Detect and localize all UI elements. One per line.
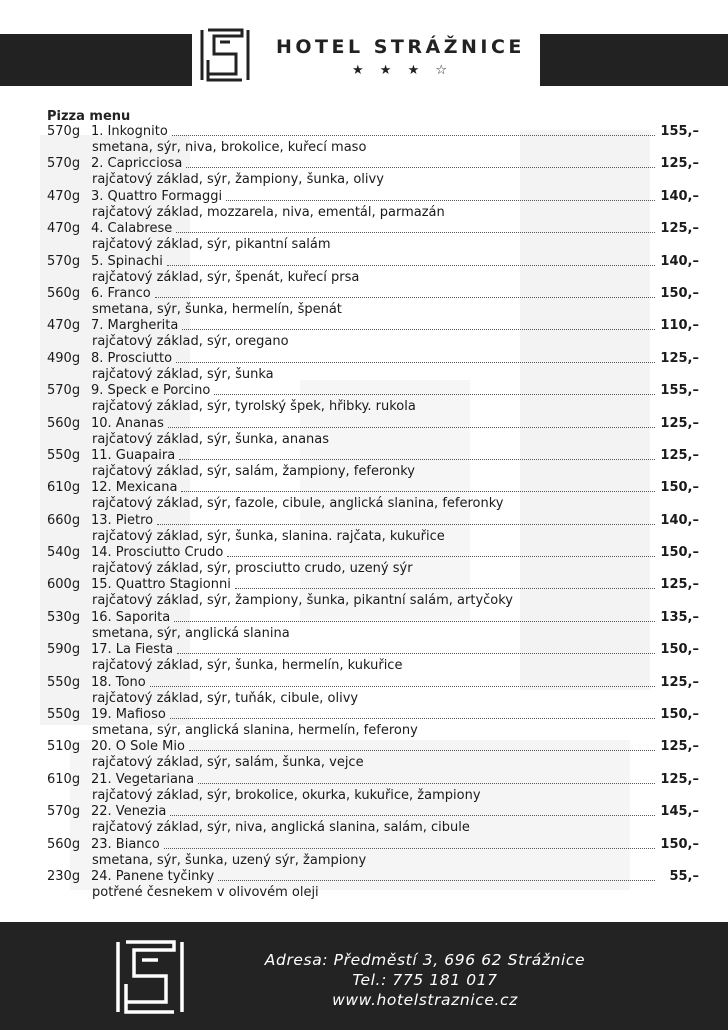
menu-item-weight: 230g xyxy=(47,868,81,884)
menu-item xyxy=(47,545,699,577)
footer-phone: Tel.: 775 181 017 xyxy=(352,971,498,989)
menu-item xyxy=(47,254,699,286)
menu-item-name: 15. Quattro Stagionni xyxy=(91,577,231,593)
menu-item-name: 18. Tono xyxy=(91,674,146,690)
menu-item-price: 125,– xyxy=(660,415,699,431)
menu-item xyxy=(47,577,699,609)
dot-leader xyxy=(155,286,655,298)
menu-item xyxy=(47,804,699,836)
dot-leader xyxy=(177,642,655,654)
menu-item-name: 6. Franco xyxy=(91,285,151,301)
dot-leader xyxy=(168,416,655,428)
menu-item-row xyxy=(47,513,699,529)
menu-item-name: 5. Spinachi xyxy=(91,253,163,269)
menu-item-row xyxy=(47,545,699,561)
menu-item xyxy=(47,675,699,707)
hotel-name: HOTEL STRÁŽNICE xyxy=(276,36,525,58)
menu-item-price: 150,– xyxy=(660,480,699,496)
menu-item-name: 1. Inkognito xyxy=(91,124,168,139)
footer-contact xyxy=(230,950,620,1010)
menu-item-weight: 590g xyxy=(47,642,81,658)
footer-website: www.hotelstraznice.cz xyxy=(332,991,518,1009)
menu-item-name: 2. Capricciosa xyxy=(91,156,183,172)
menu-item xyxy=(47,739,699,771)
menu-item-description: rajčatový základ, sýr, šunka, ananas xyxy=(92,431,330,447)
menu-item-row xyxy=(47,156,699,172)
menu-item-row xyxy=(47,804,699,820)
menu-item xyxy=(47,124,699,156)
menu-item-description: rajčatový základ, sýr, brokolice, okurka, kukuřice, žampiony xyxy=(92,787,481,803)
dot-leader xyxy=(164,837,655,849)
dot-leader xyxy=(186,156,655,168)
menu-item-row xyxy=(47,707,699,723)
menu-item xyxy=(47,772,699,804)
menu-item xyxy=(47,189,699,221)
menu-item-weight: 470g xyxy=(47,318,81,334)
menu-item-name: 24. Panene tyčinky xyxy=(91,868,215,884)
menu-item-row xyxy=(47,383,699,399)
menu-item-row xyxy=(47,189,699,205)
menu-item-weight: 570g xyxy=(47,156,81,172)
menu-item-name: 11. Guapaira xyxy=(91,447,176,463)
menu-item-price: 150,– xyxy=(660,836,699,852)
menu-item xyxy=(47,642,699,674)
menu-item-description: rajčatový základ, sýr, tyrolský špek, hřibky. rukola xyxy=(92,399,416,415)
menu-item-description: rajčatový základ, sýr, šunka, slanina. rajčata, kukuřice xyxy=(92,528,445,544)
menu-item-weight: 600g xyxy=(47,577,81,593)
dot-leader xyxy=(189,739,655,751)
menu-item-name: 7. Margherita xyxy=(91,318,179,334)
dot-leader xyxy=(170,804,655,816)
menu-item xyxy=(47,707,699,739)
menu-item-description: rajčatový základ, sýr, šunka, hermelín, kukuřice xyxy=(92,658,403,674)
menu-item-price: 125,– xyxy=(660,739,699,755)
menu-item-row xyxy=(47,642,699,658)
menu-item-name: 4. Calabrese xyxy=(91,221,173,237)
dot-leader xyxy=(227,545,655,557)
menu-item-row xyxy=(47,837,699,853)
menu-item xyxy=(47,156,699,188)
dot-leader xyxy=(157,513,655,525)
menu-item-price: 125,– xyxy=(660,447,699,463)
menu-item xyxy=(47,869,699,901)
menu-item-description: smetana, sýr, šunka, uzený sýr, žampiony xyxy=(92,852,367,868)
hotel-logo-icon xyxy=(110,938,190,1016)
menu-item-weight: 510g xyxy=(47,739,81,755)
menu-item-description: rajčatový základ, sýr, pikantní salám xyxy=(92,237,331,253)
menu-item xyxy=(47,416,699,448)
menu-item-name: 17. La Fiesta xyxy=(91,642,174,658)
dot-leader xyxy=(198,772,655,784)
menu-item-name: 23. Bianco xyxy=(91,836,160,852)
footer xyxy=(0,922,728,1030)
dot-leader xyxy=(182,318,655,330)
dot-leader xyxy=(181,480,655,492)
menu-item xyxy=(47,286,699,318)
menu-item-weight: 660g xyxy=(47,512,81,528)
menu-item-row xyxy=(47,675,699,691)
menu-item-name: 10. Ananas xyxy=(91,415,164,431)
menu-item-weight: 610g xyxy=(47,480,81,496)
menu-item-price: 125,– xyxy=(660,156,699,172)
dot-leader xyxy=(218,869,655,881)
menu-item-description: smetana, sýr, anglická slanina xyxy=(92,625,290,641)
menu-item-weight: 550g xyxy=(47,707,81,723)
menu-item-weight: 560g xyxy=(47,415,81,431)
dot-leader xyxy=(176,221,655,233)
menu-item-description: smetana, sýr, niva, brokolice, kuřecí maso xyxy=(92,140,367,155)
menu-item-row xyxy=(47,221,699,237)
menu-item-row xyxy=(47,577,699,593)
menu-item-name: 16. Saporita xyxy=(91,609,171,625)
menu-item xyxy=(47,837,699,869)
menu-item-price: 55,– xyxy=(669,868,699,884)
menu-item xyxy=(47,610,699,642)
menu-item-description: rajčatový základ, sýr, žampiony, šunka, pikantní salám, artyčoky xyxy=(92,593,514,609)
menu-item-price: 140,– xyxy=(660,188,699,204)
menu-item-name: 9. Speck e Porcino xyxy=(91,383,211,399)
menu-item-description: smetana, sýr, šunka, hermelín, špenát xyxy=(92,301,342,317)
menu-items xyxy=(47,124,699,901)
footer-address: Adresa: Předměstí 3, 696 62 Strážnice xyxy=(264,951,586,969)
menu-item-row xyxy=(47,480,699,496)
menu-item-row xyxy=(47,318,699,334)
menu-item-price: 125,– xyxy=(660,674,699,690)
menu-item-name: 13. Pietro xyxy=(91,512,154,528)
menu-item-name: 3. Quattro Formaggi xyxy=(91,188,223,204)
menu-item xyxy=(47,221,699,253)
menu-item xyxy=(47,383,699,415)
dot-leader xyxy=(170,707,655,719)
menu-item-name: 12. Mexicana xyxy=(91,480,178,496)
menu-item-price: 125,– xyxy=(660,771,699,787)
menu-item-description: potřené česnekem v olivovém oleji xyxy=(92,884,319,900)
menu-item-price: 155,– xyxy=(660,124,699,139)
menu-item-row xyxy=(47,772,699,788)
menu-item-weight: 610g xyxy=(47,771,81,787)
menu-item-description: rajčatový základ, sýr, žampiony, šunka, olivy xyxy=(92,172,384,188)
menu-item-row xyxy=(47,254,699,270)
menu-item-row xyxy=(47,416,699,432)
dot-leader xyxy=(150,675,655,687)
menu-item-price: 125,– xyxy=(660,350,699,366)
menu-item-row xyxy=(47,448,699,464)
dot-leader xyxy=(235,577,655,589)
menu-item-price: 135,– xyxy=(660,609,699,625)
menu-item-row xyxy=(47,739,699,755)
menu-item-price: 155,– xyxy=(660,383,699,399)
menu-item-weight: 550g xyxy=(47,447,81,463)
menu-item-description: rajčatový základ, sýr, niva, anglická slanina, salám, cibule xyxy=(92,820,470,836)
menu-item-description: smetana, sýr, anglická slanina, hermelín, feferony xyxy=(92,723,418,739)
menu-item-name: 20. O Sole Mio xyxy=(91,739,185,755)
menu-item-row xyxy=(47,286,699,302)
menu-item-price: 125,– xyxy=(660,577,699,593)
dot-leader xyxy=(214,383,655,395)
menu-item xyxy=(47,351,699,383)
menu-item-weight: 570g xyxy=(47,124,81,139)
menu-item-weight: 490g xyxy=(47,350,81,366)
menu-item-weight: 570g xyxy=(47,383,81,399)
dot-leader xyxy=(172,124,655,136)
menu-item-price: 140,– xyxy=(660,512,699,528)
dot-leader xyxy=(167,254,655,266)
menu-item-name: 8. Prosciutto xyxy=(91,350,173,366)
menu-item xyxy=(47,513,699,545)
menu-item-row xyxy=(47,351,699,367)
menu-item-weight: 560g xyxy=(47,285,81,301)
menu-item-price: 150,– xyxy=(660,285,699,301)
menu-item-description: rajčatový základ, sýr, fazole, cibule, anglická slanina, feferonky xyxy=(92,496,504,512)
menu-item-description: rajčatový základ, sýr, tuňák, cibule, olivy xyxy=(92,690,359,706)
menu-item-weight: 570g xyxy=(47,804,81,820)
menu-item-price: 145,– xyxy=(660,804,699,820)
pizza-menu xyxy=(47,109,699,901)
hotel-stars: ★ ★ ★ ☆ xyxy=(352,63,454,78)
menu-item-description: rajčatový základ, sýr, špenát, kuřecí prsa xyxy=(92,269,360,285)
menu-item-description: rajčatový základ, mozzarela, niva, ementál, parmazán xyxy=(92,204,445,220)
menu-item-name: 14. Prosciutto Crudo xyxy=(91,545,224,561)
header-panel xyxy=(192,22,540,92)
menu-item-price: 150,– xyxy=(660,642,699,658)
menu-item-description: rajčatový základ, sýr, salám, šunka, vejce xyxy=(92,755,364,771)
menu-item-row xyxy=(47,610,699,626)
dot-leader xyxy=(226,189,655,201)
menu-item-weight: 530g xyxy=(47,609,81,625)
menu-item-weight: 540g xyxy=(47,545,81,561)
menu-item-weight: 470g xyxy=(47,221,81,237)
menu-item-description: rajčatový základ, sýr, oregano xyxy=(92,334,289,350)
menu-title: Pizza menu xyxy=(47,109,131,124)
dot-leader xyxy=(176,351,655,363)
menu-item-weight: 470g xyxy=(47,188,81,204)
menu-item-price: 140,– xyxy=(660,253,699,269)
menu-item-price: 150,– xyxy=(660,707,699,723)
menu-item-row xyxy=(47,869,699,885)
menu-item-price: 150,– xyxy=(660,545,699,561)
menu-item-name: 19. Mafioso xyxy=(91,707,166,723)
menu-item-description: rajčatový základ, sýr, šunka xyxy=(92,366,274,382)
menu-item-name: 22. Venezia xyxy=(91,804,167,820)
dot-leader xyxy=(174,610,655,622)
menu-item-description: rajčatový základ, sýr, prosciutto crudo, uzený sýr xyxy=(92,561,413,577)
menu-item-price: 110,– xyxy=(660,318,699,334)
hotel-logo-icon xyxy=(196,26,254,84)
menu-item xyxy=(47,480,699,512)
menu-item-weight: 570g xyxy=(47,253,81,269)
menu-item-row xyxy=(47,124,699,140)
menu-item xyxy=(47,448,699,480)
menu-item-weight: 550g xyxy=(47,674,81,690)
menu-item-name: 21. Vegetariana xyxy=(91,771,195,787)
menu-item-price: 125,– xyxy=(660,221,699,237)
menu-item xyxy=(47,318,699,350)
menu-item-description: rajčatový základ, sýr, salám, žampiony, feferonky xyxy=(92,463,415,479)
dot-leader xyxy=(179,448,655,460)
menu-item-weight: 560g xyxy=(47,836,81,852)
